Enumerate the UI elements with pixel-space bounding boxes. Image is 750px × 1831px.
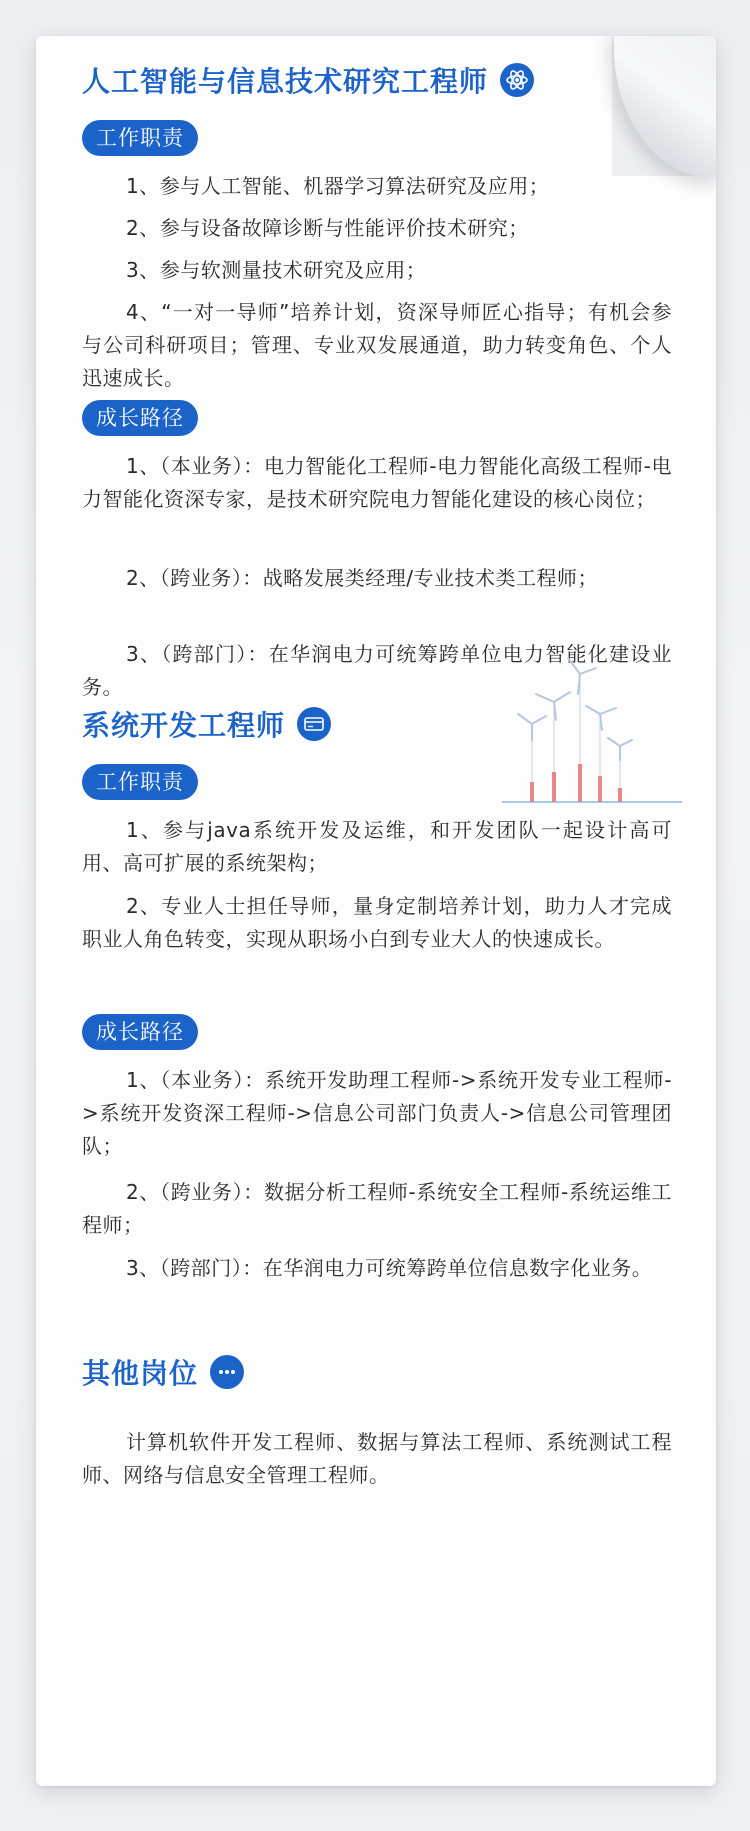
section1-duty-4: 4、“一对一导师”培养计划，资深导师匠心指导；有机会参与公司科研项目；管理、专业双发展通道，助力转变角色、个人迅速成长。 <box>82 300 672 390</box>
section1-title: 人工智能与信息技术研究工程师 <box>82 65 489 98</box>
wind-turbines-illustration <box>492 654 692 814</box>
section1-growth-label: 成长路径 <box>82 400 198 436</box>
section1-duty-3: 3、参与软测量技术研究及应用； <box>126 258 427 282</box>
document-content <box>36 36 716 1786</box>
section3-text: 计算机软件开发工程师、数据与算法工程师、系统测试工程师、网络与信息安全管理工程师。 <box>82 1430 672 1487</box>
section1-duties-label: 工作职责 <box>82 120 198 156</box>
atom-icon <box>500 63 534 97</box>
section2-growth-label: 成长路径 <box>82 1014 198 1050</box>
section3-heading <box>82 1352 244 1392</box>
section2-duty-2: 2、专业人士担任导师，量身定制培养计划，助力人才完成职业人角色转变，实现从职场小白到专业大人的快速成长。 <box>82 894 672 951</box>
section1-growth-2: 2、（跨业务）：战略发展类经理/专业技术类工程师； <box>126 566 598 590</box>
section3-title: 其他岗位 <box>82 1357 199 1390</box>
section2-title: 系统开发工程师 <box>82 709 286 742</box>
section2-growth-2: 2、（跨业务）：数据分析工程师-系统安全工程师-系统运维工程师； <box>82 1180 672 1237</box>
credit-card-icon <box>297 707 331 741</box>
section2-duty-1: 1、参与java系统开发及运维，和开发团队一起设计高可用、高可扩展的系统架构； <box>82 818 672 875</box>
section1-heading <box>82 60 534 100</box>
section2-growth-1: 1、（本业务）：系统开发助理工程师->系统开发专业工程师->系统开发资深工程师->信息公司部门负责人->信息公司管理团队； <box>82 1068 672 1158</box>
section2-growth-3: 3、（跨部门）：在华润电力可统筹跨单位信息数字化业务。 <box>126 1256 653 1280</box>
ellipsis-icon <box>210 1355 244 1389</box>
section2-heading <box>82 704 331 744</box>
paper-card <box>36 36 716 1786</box>
section1-growth-3: 3、（跨部门）：在华润电力可统筹跨单位电力智能化建设业务。 <box>82 642 672 699</box>
section1-duty-2: 2、参与设备故障诊断与性能评价技术研究； <box>126 216 529 240</box>
section2-duties-label: 工作职责 <box>82 764 198 800</box>
section1-growth-1: 1、（本业务）：电力智能化工程师-电力智能化高级工程师-电力智能化资深专家，是技术研究院电力智能化建设的核心岗位； <box>82 454 672 511</box>
section1-duty-1: 1、参与人工智能、机器学习算法研究及应用； <box>126 174 550 198</box>
